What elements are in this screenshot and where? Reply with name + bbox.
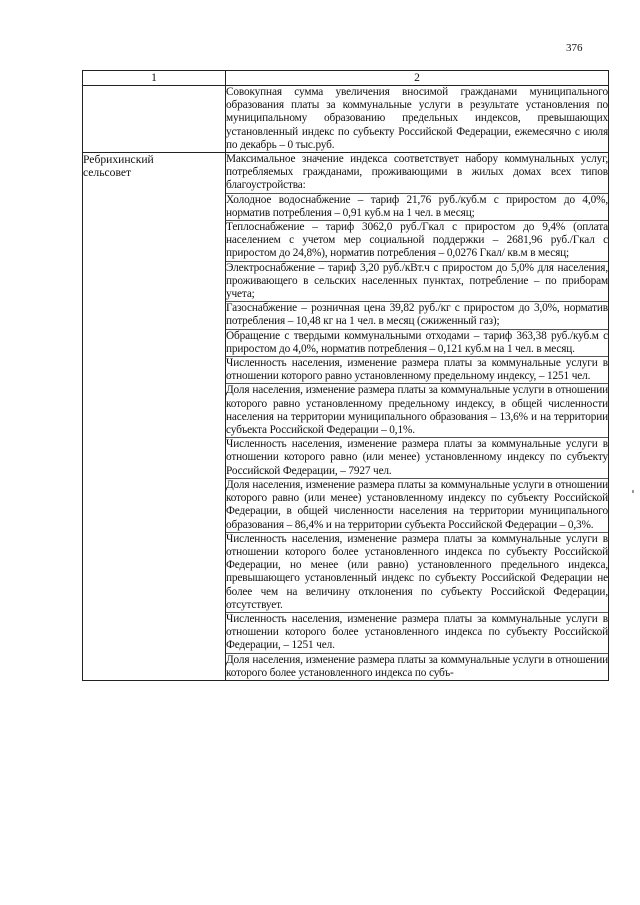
paragraph-population-less: Численность населения, изменение размера платы за коммунальные услуги в отношении которого равно (или менее) установленному индексу по субъекту Российской Федерации, – 7927 чел. [226, 438, 608, 479]
table-cell-text [226, 153, 609, 681]
table-cell-text [226, 86, 609, 153]
paragraph-share-more: Доля населения, изменение размера платы за коммунальные услуги в отношении которого более установленного индекса по субъ- [226, 653, 608, 679]
page-number: 376 [566, 42, 583, 54]
paragraph-share-equal: Доля населения, изменение размера платы за коммунальные услуги в отношении которого равно установленному предельному индексу, в общей численности населения на территории муниципального образования – 13,6% и на территории субъекта Российской Федерации – 0,1%. [226, 384, 608, 438]
table-header-row [83, 71, 609, 86]
paragraph-share-less: Доля населения, изменение размера платы за коммунальные услуги в отношении которого равно (или менее) установленному индексу по субъекту Российской Федерации, в общей численности населения на территории муниципального образования – 86,4% и на территории субъекта Российской Федерации – 0,3%. [226, 479, 608, 533]
paragraph-cold-water: Холодное водоснабжение – тариф 21,76 руб./куб.м с приростом до 4,0%, норматив потребления – 0,91 куб.м на 1 чел. в месяц; [226, 194, 608, 221]
column-header-2: 2 [226, 71, 609, 86]
paragraph-population-more: Численность населения, изменение размера платы за коммунальные услуги в отношении которого более установленного индекса по субъекту Российской Федерации, – 1251 чел. [226, 613, 608, 654]
paragraph-max-index: Максимальное значение индекса соответствует набору коммунальных услуг, потребляемых гражданами, проживающими в жилых домах всех типов благоустройства: [226, 153, 608, 194]
table-row [83, 153, 609, 681]
paragraph-waste: Обращение с твердыми коммунальными отходами – тариф 363,38 руб./куб.м с приростом до 4,0%, норматив потребления – 0,121 куб.м на 1 чел. в месяц. [226, 330, 608, 357]
paragraph-heat-supply: Теплоснабжение – тариф 3062,0 руб./Гкал с приростом до 9,4% (оплата населением с учетом мер социальной поддержки – 2681,96 руб./Гкал с приростом до 24,8%), норматив потребления – 0,0276 Гкал/ кв.м в месяц; [226, 221, 608, 262]
document-table [82, 70, 609, 681]
empty-name-cell [83, 86, 226, 153]
paragraph-population-between: Численность населения, изменение размера платы за коммунальные услуги в отношении которого более установленного индекса по субъекту Российской Федерации, но менее (или равно) установленного предельного индекса, превышающего установленный индекс по субъекту Российской Федерации не более чем на величину отклонения по субъекту Российской Федерации, отсутствует. [226, 533, 608, 613]
paragraph-population-equal: Численность населения, изменение размера платы за коммунальные услуги в отношении которого равно установленному предельному индексу, – 1251 чел. [226, 357, 608, 384]
municipality-name-line1: Ребрихинский [83, 153, 154, 167]
paragraph-electricity: Электроснабжение – тариф 3,20 руб./кВт.ч с приростом до 5,0% для населения, проживающего в сельских населенных пунктах, потребление – по приборам учета; [226, 262, 608, 303]
paragraph-total-sum: Совокупная сумма увеличения вносимой гражданами муниципального образования платы за коммунальные услуги в результате установления по муниципальному образованию предельных индексов, превышающих установленный индекс по субъекту Российской Федерации, ежемесячно с июля по декабрь – 0 тыс.руб. [226, 86, 608, 151]
municipality-name-cell [83, 153, 226, 681]
municipality-name-line2: сельсовет [83, 166, 132, 180]
scan-mark [632, 490, 634, 493]
column-header-1: 1 [83, 71, 226, 86]
paragraph-gas: Газоснабжение – розничная цена 39,82 руб./кг с приростом до 3,0%, норматив потребления – 10,48 кг на 1 чел. в месяц (сжиженный газ); [226, 302, 608, 329]
table-row [83, 86, 609, 153]
